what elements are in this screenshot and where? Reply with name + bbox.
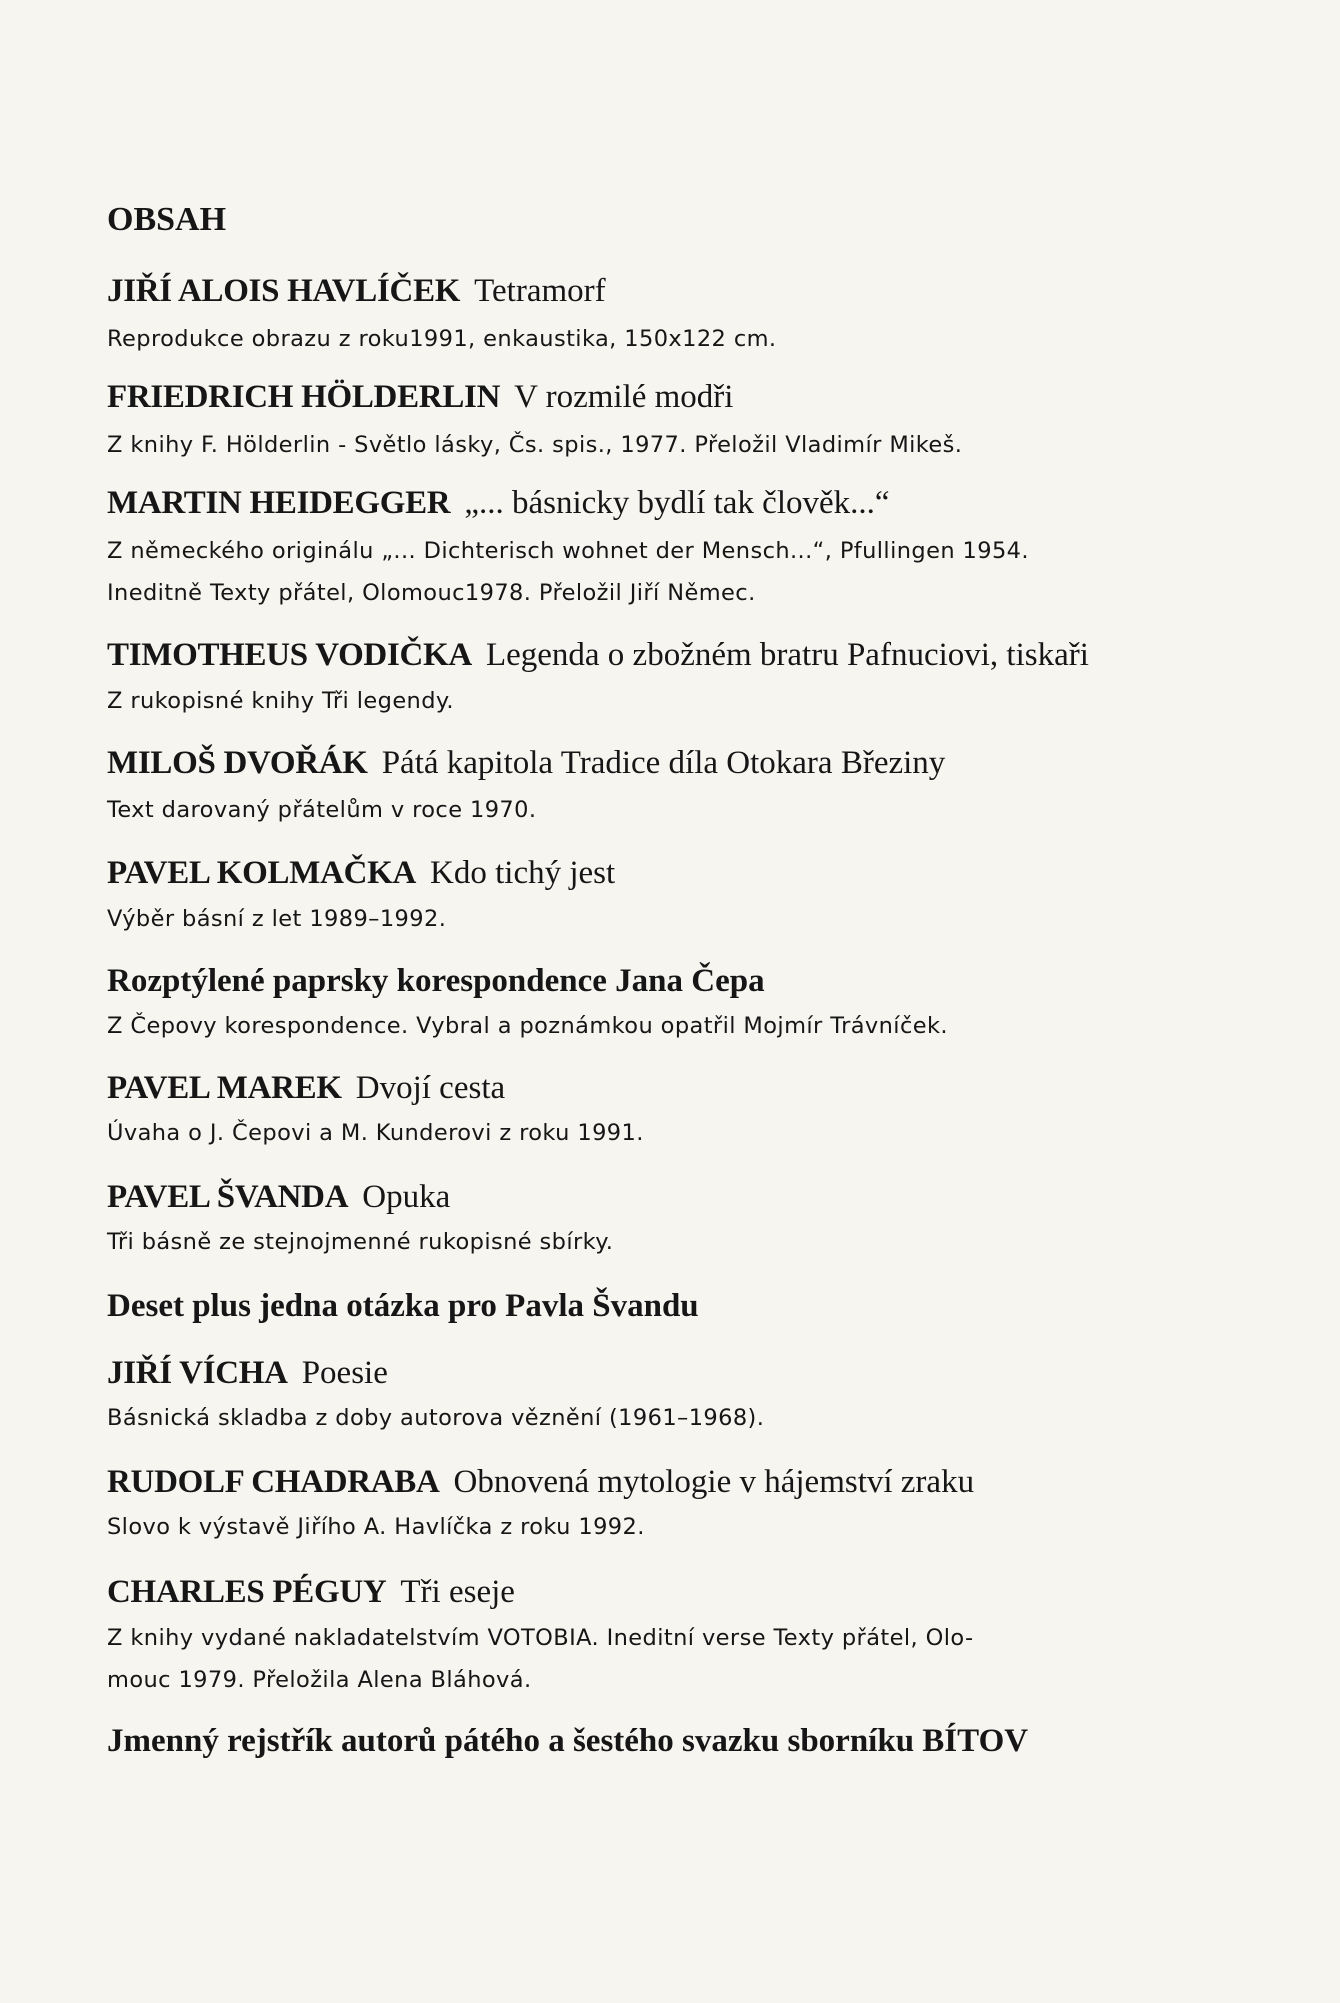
entry-title: Tetramorf (474, 273, 606, 309)
entry-title: Tři eseje (400, 1574, 515, 1610)
entry-note: Z německého originálu „... Dichterisch wohnet der Mensch...“, Pfullingen 1954. (107, 538, 1029, 564)
toc-entry-heading (107, 377, 733, 417)
entry-note: Úvaha o J. Čepovi a M. Kunderovi z roku 1991. (107, 1120, 644, 1146)
entry-author: JIŘÍ VÍCHA (107, 1355, 288, 1391)
entry-note: Z Čepovy korespondence. Vybral a poznámkou opatřil Mojmír Trávníček. (107, 1013, 948, 1039)
entry-author: PAVEL MAREK (107, 1070, 342, 1106)
entry-note: Z rukopisné knihy Tři legendy. (107, 688, 454, 714)
entry-author: MARTIN HEIDEGGER (107, 485, 451, 521)
entry-author: PAVEL ŠVANDA (107, 1179, 349, 1215)
toc-entry-heading (107, 635, 1089, 675)
entry-title: Deset plus jedna otázka pro Pavla Švandu (107, 1288, 699, 1324)
entry-note: Ineditně Texty přátel, Olomouc1978. Přeložil Jiří Němec. (107, 580, 756, 606)
entry-title: Opuka (362, 1179, 451, 1215)
entry-note: Tři básně ze stejnojmenné rukopisné sbírky. (107, 1229, 614, 1255)
toc-entry-heading (107, 483, 890, 523)
toc-entry-heading (107, 1572, 515, 1612)
toc-entry-heading (107, 1721, 1028, 1761)
entry-note: Z knihy F. Hölderlin - Světlo lásky, Čs. spis., 1977. Přeložil Vladimír Mikeš. (107, 432, 963, 458)
entry-author: JIŘÍ ALOIS HAVLÍČEK (107, 273, 461, 309)
entry-title: Kdo tichý jest (430, 855, 616, 891)
entry-title: Legenda o zbožném bratru Pafnuciovi, tiskaři (485, 637, 1089, 673)
entry-note: Z knihy vydané nakladatelstvím VOTOBIA. Ineditní verse Texty přátel, Olo- (107, 1625, 974, 1651)
toc-entry-heading (107, 961, 765, 1001)
entry-title: „... básnicky bydlí tak člověk...“ (464, 485, 890, 521)
toc-entry-heading (107, 743, 945, 783)
toc-entry-heading (107, 1068, 505, 1108)
entry-author: CHARLES PÉGUY (107, 1574, 387, 1610)
entry-title: Rozptýlené paprsky korespondence Jana Čepa (107, 963, 765, 999)
entry-author: FRIEDRICH HÖLDERLIN (107, 379, 501, 415)
entry-title: V rozmilé modři (514, 379, 734, 415)
entry-note: Reprodukce obrazu z roku1991, enkaustika, 150x122 cm. (107, 326, 777, 352)
entry-note: Výběr básní z let 1989–1992. (107, 906, 447, 932)
toc-entry-heading (107, 1286, 699, 1326)
entry-note: Slovo k výstavě Jiřího A. Havlíčka z roku 1992. (107, 1514, 645, 1540)
entry-title: Dvojí cesta (355, 1070, 506, 1106)
entry-author: TIMOTHEUS VODIČKA (107, 637, 472, 673)
entry-title: Pátá kapitola Tradice díla Otokara Březiny (381, 745, 946, 781)
toc-entry-heading (107, 853, 615, 893)
entry-note: Text darovaný přátelům v roce 1970. (107, 797, 537, 823)
toc-entry-heading (107, 1353, 388, 1393)
contents-heading: OBSAH (107, 201, 227, 238)
toc-entry-heading (107, 1177, 450, 1217)
entry-author: MILOŠ DVOŘÁK (107, 745, 368, 781)
entry-note: Básnická skladba z doby autorova věznění (1961–1968). (107, 1405, 765, 1431)
toc-entry-heading (107, 1462, 974, 1502)
toc-entry-heading (107, 271, 606, 311)
entry-author: PAVEL KOLMAČKA (107, 855, 417, 891)
entry-title: Poesie (301, 1355, 388, 1391)
entry-title: Jmenný rejstřík autorů pátého a šestého svazku sborníku BÍTOV (107, 1723, 1029, 1759)
entry-title: Obnovená mytologie v hájemství zraku (453, 1464, 975, 1500)
entry-author: RUDOLF CHADRABA (107, 1464, 440, 1500)
entry-note: mouc 1979. Přeložila Alena Bláhová. (107, 1667, 532, 1693)
